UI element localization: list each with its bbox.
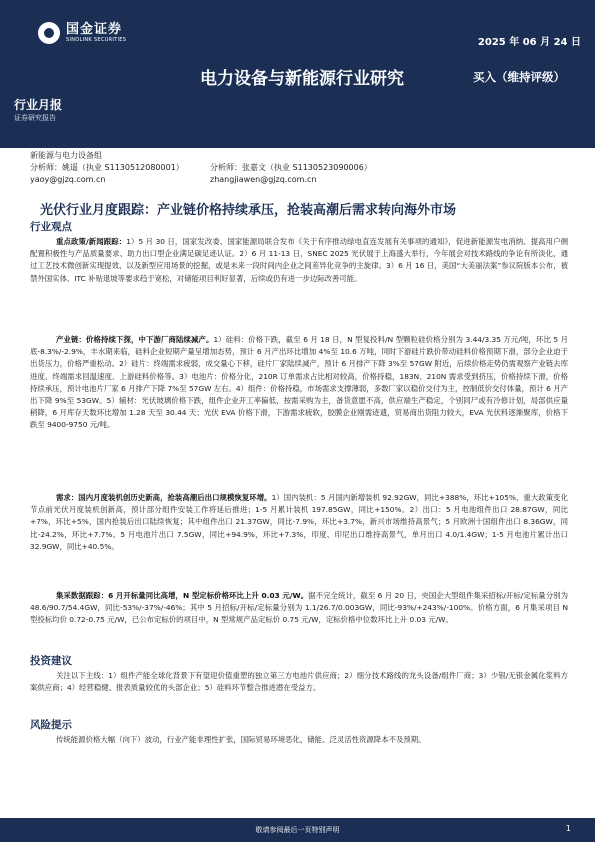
para-demand [30,492,568,553]
report-category: 证券研究报告 [14,114,56,122]
para-bid-body: 据不完全统计，截至 6 月 20 日，央国企大型组件集采招标/开标/定标量分别为 48.6/90.7/54.4GW，同比-53%/-37%/-46%；其中 5 月招标/开标/定标量分别为 1.1/26.7/0.003GW，同比-93%/+243%/-100%。价格方面，6 月集采项目 N 型投标均价 0.72-0.75 元/W，已公布定标价的项目中，N 型常规产品定标价 0.75 元/W，定标价格中位数环比上升 0.03 元/W。 [30,591,568,625]
para-chain [30,334,568,432]
para-policy [30,236,568,285]
para-policy-body: 1）5 月 30 日，国家发改委、国家能源局联合发布《关于有序推动绿电直连发展有关事项的通知》，促进新能源发电消纳、提高用户侧配置积极性与产品质量要求、助力出口型企业满足碳足迹认证。2）6 月 11-13 日，SNEC 2025 光伏展于上海盛大举行，今年展会对技术路线的争论有所淡化，通过工艺技术微创新实现提效、以及新型应用场景的挖掘，或是未来一段时间内企业之间差异化竞争的主旋律。3）6 月 16 日，美国“大美丽法案”参议院版本公布，被禁外国实体、ITC 补贴退坡等要求趋于宽松，对储能项目利好显著，后续或仍有进一步边际改善可能。 [30,237,568,283]
para-bid [30,590,568,627]
page-number: 1 [565,824,571,833]
analyst-1-email[interactable]: yaoy@gjzq.com.cn [30,175,106,184]
logo-name-en: SINOLINK SECURITIES [66,36,127,43]
section-views: 行业观点 [30,221,72,233]
para-policy-lead: 重点政策/新闻跟踪： [56,237,127,246]
para-advice: 关注以下主线：1）组件产能全球化背景下有望迎价值重塑的独立第三方电池片供应商；2）细分技术路线的龙头设备/组件厂商；3）少银/无银金属化浆料方案供应商；4）经营稳健、报表质量较优的头部企业；5）硅料环节整合推进潜在受益方。 [30,671,568,693]
para-chain-lead: 产业链：价格持续下探，中下游厂商陆续减产。 [56,335,214,344]
report-type: 行业月报 [14,98,63,112]
para-risk: 传统能源价格大幅（向下）波动，行业产能非理性扩张，国际贸易环境恶化，储能、泛灵活性资源降本不及预期。 [56,735,426,744]
report-headline: 光伏行业月度跟踪：产业链价格持续承压，抢装高潮后需求转向海外市场 [40,203,457,218]
section-advice: 投资建议 [30,655,72,667]
footer-disclaimer-link[interactable]: 敬请参阅最后一页特别声明 [255,826,340,834]
para-demand-lead: 需求：国内月度装机创历史新高，抢装高潮后出口规模恢复环增。 [56,493,272,502]
para-demand-body: 1）国内装机：5 月国内新增装机 92.92GW，同比+388%，环比+105%，重大政策变化节点前光伏月度装机创新高，预计部分组件安装工作将延后推进；1-5 月累计装机 197.85GW，同比+150%。2）出口：5 月电池组件出口 28.87GW，同比+7%，环比+5%，国内抢装后出口陆续恢复；其中组件出口 21.37GW，同比-7.9%，环比+3.7%，新兴市场维持高景气；5 月欧洲十国组件出口 8.36GW，同比-24.2%，环比+7.7%。5 月电池片出口 7.5GW，同比+94.9%，环比+7.3%，印度、印尼出口维持高景气，单月出口 4.0/1.4GW；1-5 月电池片累计出口 32.9GW，同比+40.5%。 [30,493,568,551]
para-bid-lead: 集采数据跟踪：6 月开标量同比高增，N 型定标价格环比上升 0.03 元/W。 [56,591,309,600]
analyst-block [30,150,372,186]
company-logo [38,22,126,44]
section-risk: 风险提示 [30,719,72,731]
sinolink-logo-icon [38,22,60,44]
report-date: 2025 年 06 月 24 日 [477,37,581,48]
analyst-2-email[interactable]: zhangjiawen@gjzq.com.cn [210,175,317,184]
logo-name-cn: 国金证券 [66,21,123,37]
analyst-1-name: 分析师：姚遥（执业 S1130512080001） [30,163,184,172]
analyst-2-name: 分析师：张嘉文（执业 S1130523090006） [210,163,372,172]
report-header [0,0,595,148]
para-chain-body: 1）硅料：价格下跌，截至 6 月 18 日，N 型复投料/N 型颗粒硅价格分别为 3.44/3.35 万元/吨，环比 5 月底-8.3%/-2.9%，丰水期来临，硅料企业短期产量呈增加态势，预计 6 月产出环比增加 4%至 10.6 万吨，同时下游硅片跌价带动硅料价格预期下滑，部分企业迫于出货压力，价格严重松动。2）硅片：终端需求疲弱，成交量心下移，硅片厂家陆续减产，预计 6 月排产下降 3%至 57GW 附近，后续价格走势仍需观察产业链去库进度、终端需求回温速度、上游硅料价格等。3）电池片：价格分化，210R 订单需求占比相对较高，价格持稳，183N、210N 需求受到挤压，价格持续下滑，价格持续承压，预计电池片厂家 6 月排产下降 7%至 57GW 左右。4）组件：价格持稳，市场需求支撑薄弱，多数厂家以稳价交付为主，控制低价交付体量，预计 6 月产出下降 9%至 53GW。5）辅材：光伏玻璃价格下跌，组件企业开工率偏低，按需采购为主，备货意愿不高，供应端生产稳定，个别同尸或有冷修计划，局部供应量稍降，6 月库存天数环比增加 1.28 天至 30.44 天；光伏 EVA 价格下滑，下游需求疲软，胶膜企业刚需迹遗，贸易商出货阻力较大，EVA 光伏料逐渐聚库，价格下跌至 9400-9750 元/吨。 [30,335,568,430]
rating-badge: 买入（维持评级） [473,70,565,84]
analyst-group: 新能源与电力设备组 [30,151,102,160]
report-footer [0,818,595,842]
report-title: 电力设备与新能源行业研究 [200,69,404,89]
